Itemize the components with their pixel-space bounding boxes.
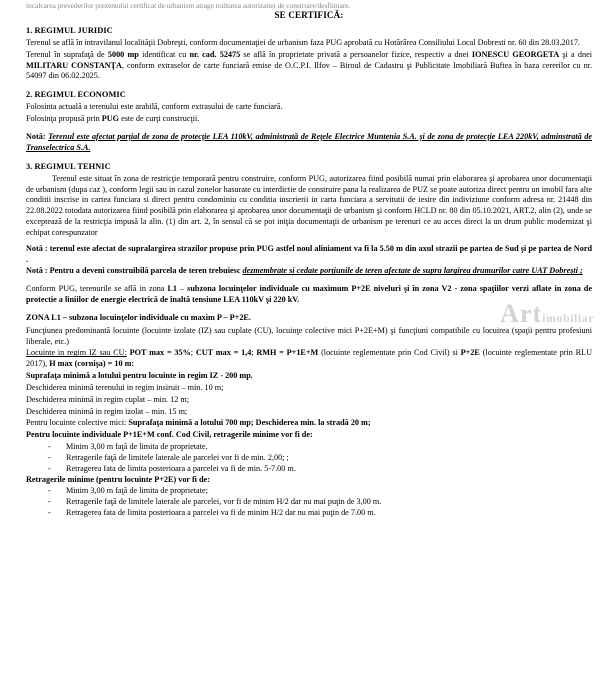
list-item: [26, 508, 592, 519]
nota1-text: terenul este afectat de supralargirea strazilor propuse prin PUG astfel noul aliniament va fi la 5.50 m din axul strazii pe partea de Sud şi pe partea de Nord .: [26, 243, 593, 264]
conform-pug-paragraph: Conform PUG, terenurile se află in zona L1 – subzona locuinţelor individuale cu maximum P+2E niveluri şi în zona V2 - zona spaţiilor verzi aflate in zona de protectie a liniilor de energie electrică de înaltă tensiune LEA 110kV şi 220 kV.: [26, 284, 592, 305]
nota2-label: Notă :: [26, 266, 48, 276]
nota-zona-protectie: [26, 132, 592, 154]
se-certifica-heading: SE CERTIFICĂ:: [274, 10, 344, 21]
watermark-small-text: imobiliar: [542, 311, 594, 325]
section-regimul-economic: [26, 89, 592, 125]
section-2-paragraph-2: Folosinţa propusă prin PUG este de curţi construcţii.: [26, 114, 200, 124]
list-item-text: Minim 3,00 m faţă de limita de proprietate;: [66, 486, 208, 496]
nota1-label: Notă :: [26, 243, 48, 253]
section-regimul-tehnic: [26, 161, 592, 519]
dash-bullet: -: [48, 497, 51, 507]
section-1-paragraph-1: Terenul se află în intravilanul localităţii Dobreşti, conform documentaţiei de urbanism faza PUG aprobată cu Hotărârea Consiliului Local Dobresti nr. 60 din 28.03.2017.: [26, 37, 580, 47]
zona-l1-line-7: Pentru locuinte colective mici: Suprafaţa minimă a lotului 700 mp; Deschiderea min. la stradă 20 m;: [26, 418, 371, 428]
dash-bullet: -: [48, 507, 51, 517]
list-item-text: Retragerea fata de limita posterioara a parcelei va fi de min. 5-7.00 m.: [66, 463, 296, 473]
dash-bullet: -: [48, 463, 51, 473]
section-2-paragraph-1: Folosinta actuală a terenului este arabilă, conform extrasului de carte funciară.: [26, 102, 283, 112]
retrageri-minime-heading: [26, 475, 592, 486]
list-item: [26, 453, 592, 464]
document-page: [0, 1, 614, 674]
watermark-big-text: Art: [500, 299, 543, 328]
section-3-heading: 3. REGIMUL TEHNIC: [26, 161, 111, 171]
section-1-paragraph-2: Terenul în suprafaţă de 5000 mp identificat cu nr. cad. 52475 se află în proprietate privată a persoanelor fizice, respectiv a dnei IONESCU GEORGETA şi a dnei MILITARU CONSTANŢA, conform extraselor de carte funciară emise de O.C.P.I. Ilfov – Biroul de Cadastru şi Publicitate Imobiliară Buftea în baza cererilor cu nr. 54097 din 06.02.2025.: [26, 49, 593, 81]
zona-l1-heading: ZONA L1 – subzona locuinţelor individuale cu maxim P – P+2E.: [26, 312, 251, 322]
list-item-text: Retragerile faţă de limitele laterale ale parcelei, vor fi de minim H/2 dar nu mai puţin de 3,00 m.: [66, 497, 382, 507]
nota2-emph: dezmembrate si cedate porţiunile de teren afectate de supra largirea drumurilor catre UAT Dobreşti ;: [242, 266, 583, 276]
list-item: [26, 442, 592, 453]
list-item: [26, 497, 592, 508]
zona-l1-line-8: Pentru locuinte individuale P+1E+M conf. Cod Civil, retragerile minime vor fi de:: [26, 430, 313, 440]
list-item-text: Minim 3,00 m faţă de limita de proprietate.: [66, 442, 208, 452]
dash-bullet: -: [48, 452, 51, 462]
dash-bullet: -: [48, 486, 51, 496]
list-item: [26, 486, 592, 497]
nota-label: Notă:: [26, 132, 46, 142]
nota-supralargire: [26, 244, 592, 266]
zona-l1-line-5: Deschiderea minimă in regim cuplat – min. 12 m;: [26, 394, 190, 404]
nota-text: Terenul este afectat parţial de zona de protecţie LEA 110kV, administrată de Reţele Electrice Muntenia S.A. şi de zona de protecţie LEA 220kV, adminstrată de Transelectrica S.A.: [26, 132, 593, 152]
page-top-fragment: incalcarea prevederilor prezentului certificat de urbanism atrage nulitatea autorizatiei de construire/desfiintare.: [26, 1, 351, 10]
section-1-heading: 1. REGIMUL JURIDIC: [26, 25, 113, 35]
zona-l1-line-1: Funcţiunea predominantă locuinte (locuinte izolate (IZ) sau cuplate (CU), locuinţe colective mici P+2E+M) şi funcţiuni compatibile cu locuirea (spaţii pentru profesiuni liberale, etc.): [26, 325, 592, 346]
zona-l1-line-3: Suprafaţa minimă a lotului pentru locuinte in regim IZ - 200 mp.: [26, 371, 253, 381]
section-2-heading: 2. REGIMUL ECONOMIC: [26, 90, 126, 100]
nota-construibila: [26, 266, 592, 277]
section-3-paragraph-1: Terenul este situat în zona de restricţie temporară pentru construire, conform PUG, autorizarea fiind posibilă numai prin elaborarea şi aprobarea unor documentaţii de urbanism (dupa caz ), conform legii sau in cazul zonelor hasurate cu interdictie de construire pana la realizarea de PUZ se poate autoriza direct pentru un imobil fara alte conditii inscrise in cartea funciara si direct pentru condominiu cu conditia inscrierii in carta funciara a servitutii de iesire din indiviziune conform adresa nr. 21448 din 22.08.2022 totodata autorizarea fiind posibilă prin elaborarea şi aprobarea unor documentaţii de urbanism şi conform HCLD nr. 80 din 05.10.2021, ART.2, alin (2), unde se exceptează de la restricţia impusă la alin. (1) din art. 2, în sensul că se pot iniţia documentaţii de urbanism pe terenuri ce au acces direct la un drum public modernizat şi echipat corespunzator: [26, 173, 592, 237]
nota2-prefix: Pentru a deveni construibilă parcela de teren trebuiesc: [49, 266, 241, 276]
retrageri-list-2: [26, 486, 592, 518]
zona-l1-line-2: Locuinte in regim IZ sau CU: POT max = 35%; CUT max = 1,4; RMH = P+1E+M (locuinte reglementate prin Cod Civil) si P+2E (locuinte reglementate prin RLU 2017), H max (cornişa) = 10 m:: [26, 348, 593, 369]
list-item-text: Retragerile faţă de limitele laterale ale parcelei vor fi de min. 2,00; ;: [66, 452, 289, 462]
dash-bullet: -: [48, 442, 51, 452]
retrageri-list-1: [26, 442, 592, 474]
list-item: [26, 464, 592, 475]
zona-l1-line-4: Deschiderea minimă terenului in regim insiruit – min. 10 m;: [26, 382, 224, 392]
list-item-text: Retragerea fata de limita posterioara a parcelei va fi de minim H/2 dar nu mai puţin de 7.00 m.: [66, 507, 376, 517]
section-regimul-juridic: [26, 25, 592, 82]
zona-l1-line-6: Deschiderea minimă in regim izolat – min. 15 m;: [26, 406, 188, 416]
retrageri-heading-text: Retragerile minime (pentru locuinte P+2E) vor fi de:: [26, 474, 210, 484]
